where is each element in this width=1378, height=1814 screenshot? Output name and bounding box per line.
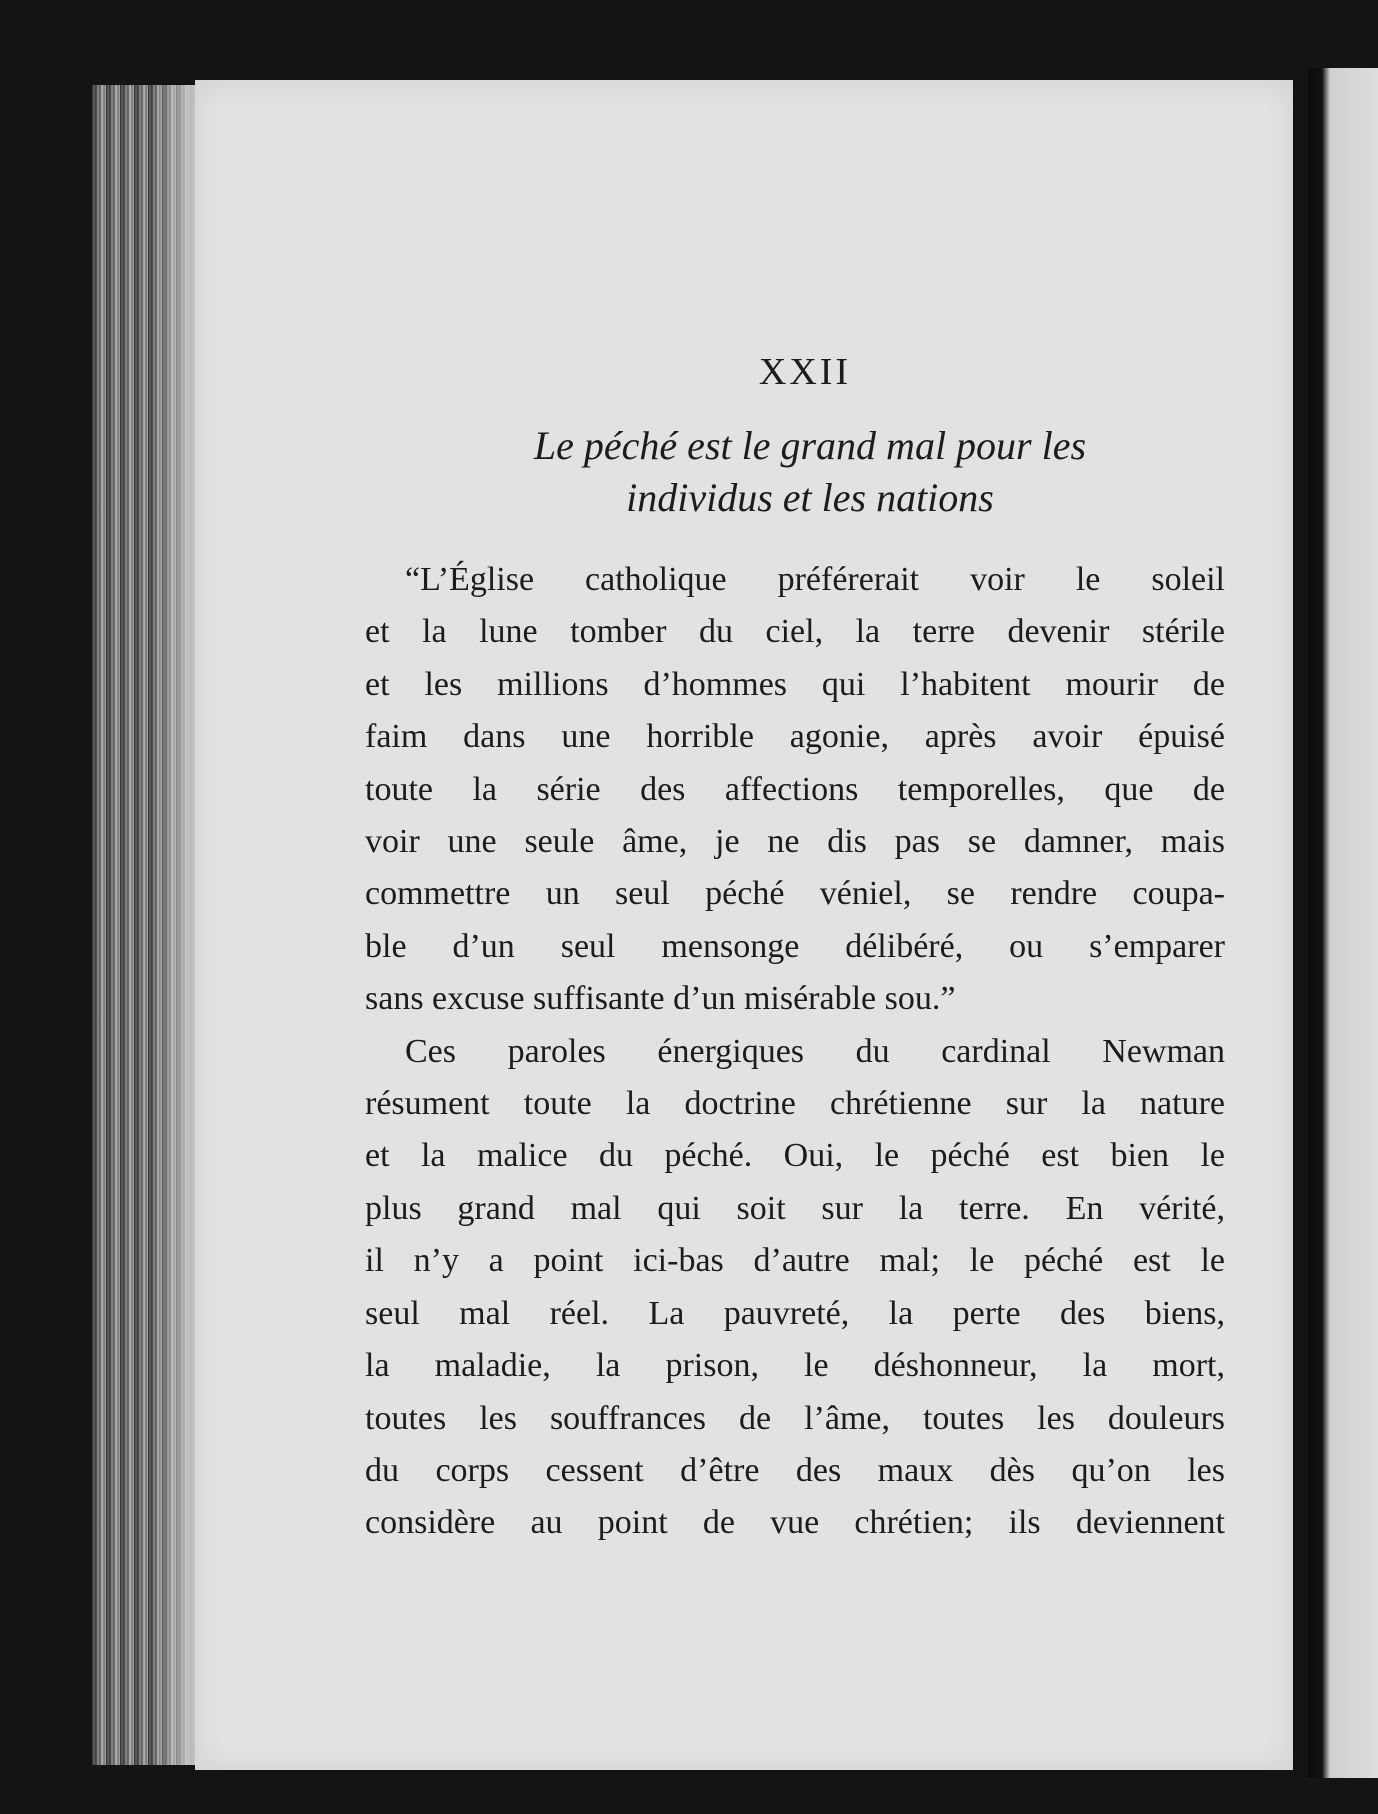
paragraph-body <box>365 1026 1225 1550</box>
text-line: voir une seule âme, je ne dis pas se damner, mais <box>365 823 1225 861</box>
text-line: ble d’un seul mensonge délibéré, ou s’emparer <box>365 927 1225 965</box>
chapter-title <box>365 420 1225 524</box>
text-line: il n’y a point ici-bas d’autre mal; le péché est le <box>365 1242 1225 1280</box>
page-content <box>365 350 1225 1550</box>
chapter-title-line: individus et les nations <box>626 475 994 520</box>
text-line: toutes les souffrances de l’âme, toutes les douleurs <box>365 1399 1225 1437</box>
text-line: Ces paroles énergiques du cardinal Newman <box>405 1032 1225 1070</box>
text-line: du corps cessent d’être des maux dès qu’on les <box>365 1451 1225 1489</box>
text-line: et la lune tomber du ciel, la terre devenir stérile <box>365 613 1225 651</box>
text-line: considère au point de vue chrétien; ils deviennent <box>365 1504 1225 1542</box>
book-page-edges <box>92 85 200 1765</box>
text-line: “L’Église catholique préférerait voir le soleil <box>405 561 1225 598</box>
chapter-number: XXII <box>758 351 852 393</box>
book-page <box>195 80 1293 1770</box>
text-line: la maladie, la prison, le déshonneur, la mort, <box>365 1347 1225 1385</box>
facing-page-edge <box>1308 68 1378 1778</box>
text-line: plus grand mal qui soit sur la terre. En vérité, <box>365 1189 1225 1227</box>
text-line: et la malice du péché. Oui, le péché est bien le <box>365 1137 1225 1175</box>
text-line: faim dans une horrible agonie, après avoir épuisé <box>365 718 1225 756</box>
text-line: toute la série des affections temporelles, que de <box>365 770 1225 808</box>
text-line: seul mal réel. La pauvreté, la perte des biens, <box>365 1294 1225 1332</box>
text-line: sans excuse suffisante d’un misérable sou.” <box>365 980 956 1018</box>
text-line: commettre un seul péché véniel, se rendre coupa- <box>365 875 1225 913</box>
chapter-title-line: Le péché est le grand mal pour les <box>533 423 1087 468</box>
text-line: et les millions d’hommes qui l’habitent mourir de <box>365 665 1225 703</box>
paragraph-quote <box>365 554 1225 1026</box>
text-line: résument toute la doctrine chrétienne sur la nature <box>365 1085 1225 1123</box>
